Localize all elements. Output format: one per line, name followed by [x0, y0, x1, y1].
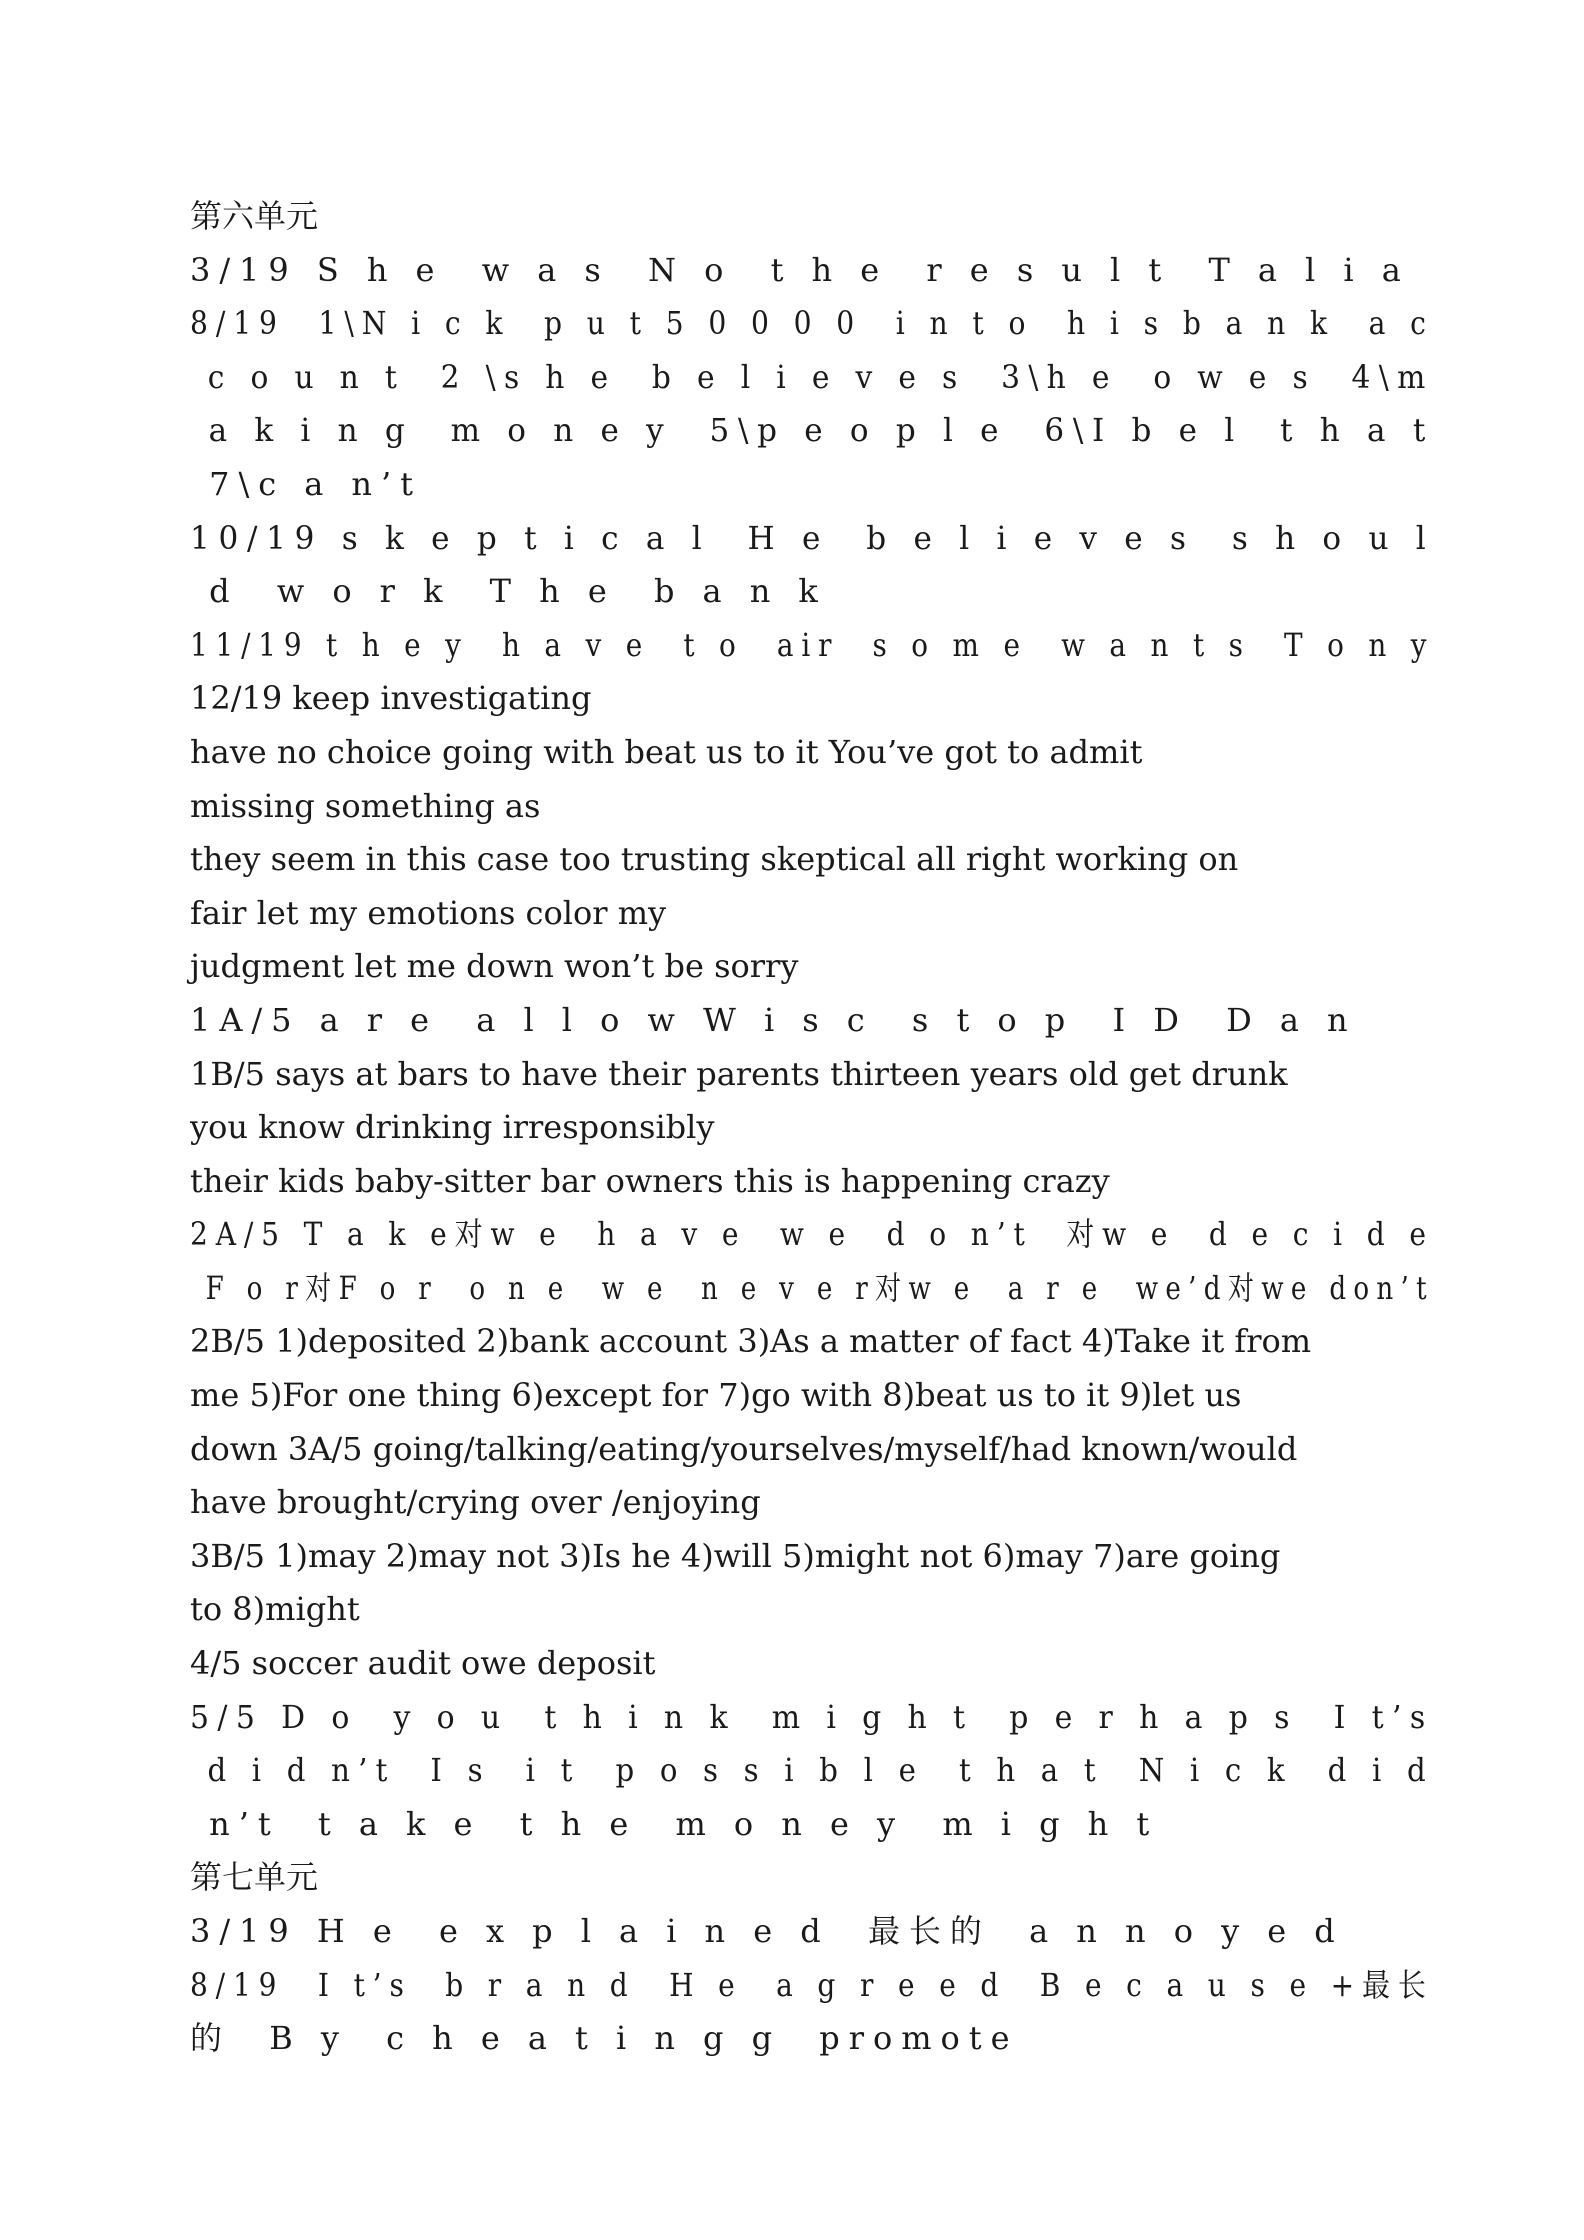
text-line: fair let my emotions color my: [190, 893, 667, 932]
text-line: they seem in this case too trusting skeptical all right working on: [190, 840, 1239, 879]
text-line: 2B/5 1)deposited 2)bank account 3)As a matter of fact 4)Take it from: [190, 1322, 1312, 1361]
text-line: 1B/5 says at bars to have their parents thirteen years old get drunk: [190, 1054, 1288, 1093]
text-line: their kids baby-sitter bar owners this is happening crazy: [190, 1161, 1110, 1200]
text-line: d w o r k T h e b a n k: [190, 572, 827, 611]
text-line: 8/19 I t’s b r a n d H e a g r e e d B e c a u s e +最长: [190, 1965, 1434, 2004]
text-line: 4/5 soccer audit owe deposit: [190, 1644, 656, 1683]
text-line: 1A/5 a r e a l l o w W i s c s t o p I D D a n: [190, 1000, 1357, 1039]
text-line: 5/5 D o y o u t h i n k m i g h t p e r h a p s I t’s: [190, 1697, 1434, 1736]
text-line: 3B/5 1)may 2)may not 3)Is he 4)will 5)might not 6)may 7)are going: [190, 1536, 1281, 1575]
text-line: 的 B y c h e a t i n g g promote: [190, 2019, 1019, 2058]
text-line: missing something as: [190, 786, 541, 825]
text-line: me 5)For one thing 6)except for 7)go with 8)beat us to it 9)let us: [190, 1376, 1242, 1415]
document-body: [190, 190, 1435, 2066]
text-line: 2A/5 T a k e对w e h a v e w e d o n’t 对w e d e c i d e: [190, 1215, 1434, 1254]
text-line: F o r对F o r o n e w e n e v e r对w e a r e we’d对we don’t: [190, 1268, 1434, 1307]
text-line: 3/19 H e e x p l a i n e d 最长的 a n n o y e d: [190, 1912, 1344, 1950]
text-line: down 3A/5 going/talking/eating/yourselves/myself/had known/would: [190, 1429, 1298, 1468]
text-line: 3/19 S h e w a s N o t h e r e s u l t T a l i a: [190, 250, 1410, 289]
text-line: 12/19 keep investigating: [190, 679, 592, 718]
text-line: have brought/crying over /enjoying: [190, 1483, 761, 1522]
text-line: 11/19 t h e y h a v e t o air s o m e w a n t s T o n y: [190, 625, 1435, 664]
text-line: d i d n’t I s i t p o s s i b l e t h a t N i c k d i d: [190, 1751, 1434, 1790]
text-line: 7\c a n’t: [190, 464, 422, 503]
text-line: n’t t a k e t h e m o n e y m i g h t: [190, 1804, 1159, 1843]
text-line: a k i n g m o n e y 5\p e o p l e 6\I b e l t h a t: [190, 411, 1434, 450]
text-line: have no choice going with beat us to it You’ve got to admit: [190, 732, 1143, 771]
text-line: 10/19 s k e p t i c a l H e b e l i e v e s s h o u l: [190, 518, 1435, 557]
text-line: c o u n t 2 \s h e b e l i e v e s 3\h e o w e s 4\m: [190, 357, 1434, 396]
text-line: judgment let me down won’t be sorry: [190, 947, 799, 986]
text-line: you know drinking irresponsibly: [190, 1108, 715, 1147]
unit-heading-6: 第六单元: [190, 197, 319, 235]
text-line: 8/19 1\N i c k p u t 5 0 0 0 0 i n t o h i s b a n k a c: [190, 304, 1434, 343]
unit-heading-7: 第七单元: [190, 1858, 319, 1897]
text-line: to 8)might: [190, 1590, 360, 1629]
